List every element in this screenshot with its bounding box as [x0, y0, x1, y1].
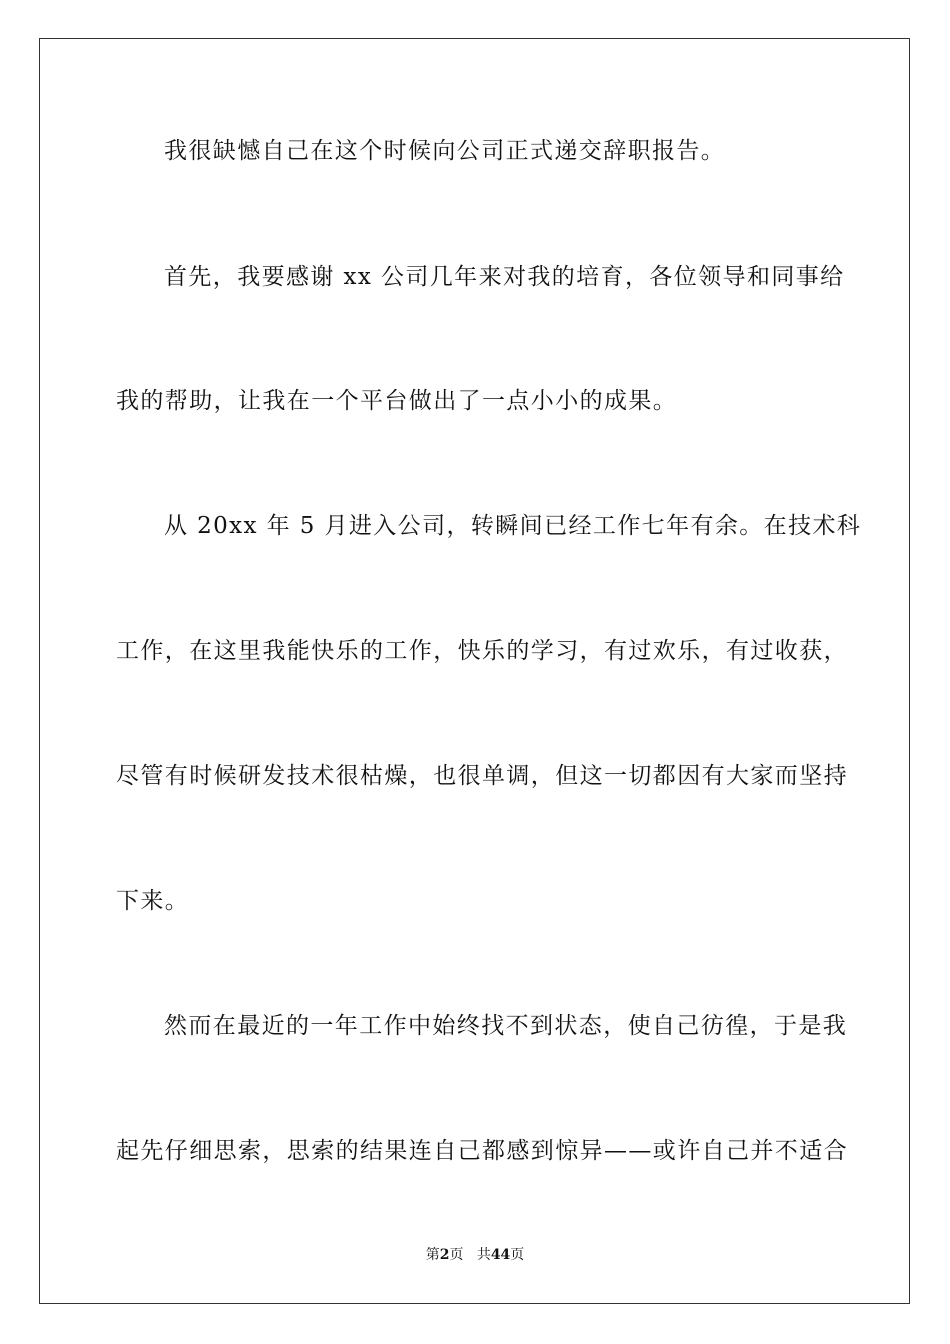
footer-page-suffix: 页: [449, 1247, 464, 1263]
paragraph-line-9: 起先仔细思索，思索的结果连自己都感到惊异——或许自己并不适合: [116, 1138, 848, 1164]
paragraph-line-2: 首先，我要感谢 xx 公司几年来对我的培育，各位领导和同事给: [164, 264, 845, 290]
footer-total-suffix: 页: [510, 1247, 525, 1263]
footer-page-prefix: 第: [425, 1247, 440, 1263]
paragraph-line-1: 我很缺憾自己在这个时候向公司正式递交辞职报告。: [164, 138, 726, 164]
page-number-footer: [0, 1245, 950, 1265]
paragraph-line-5: 工作，在这里我能快乐的工作，快乐的学习，有过欢乐，有过收获，: [116, 638, 848, 664]
paragraph-line-4: 从 20xx 年 5 月进入公司，转瞬间已经工作七年有余。在技术科: [164, 513, 862, 539]
footer-page-total: 44: [490, 1247, 511, 1263]
paragraph-line-6: 尽管有时候研发技术很枯燥，也很单调，但这一切都因有大家而坚持: [116, 763, 848, 789]
footer-total-prefix: 共: [476, 1247, 491, 1263]
footer-page-current: 2: [439, 1247, 450, 1263]
paragraph-line-8: 然而在最近的一年工作中始终找不到状态，使自己彷徨，于是我: [164, 1013, 848, 1039]
paragraph-line-7: 下来。: [116, 888, 190, 914]
page-border: [39, 38, 910, 1304]
paragraph-line-3: 我的帮助，让我在一个平台做出了一点小小的成果。: [116, 388, 678, 414]
